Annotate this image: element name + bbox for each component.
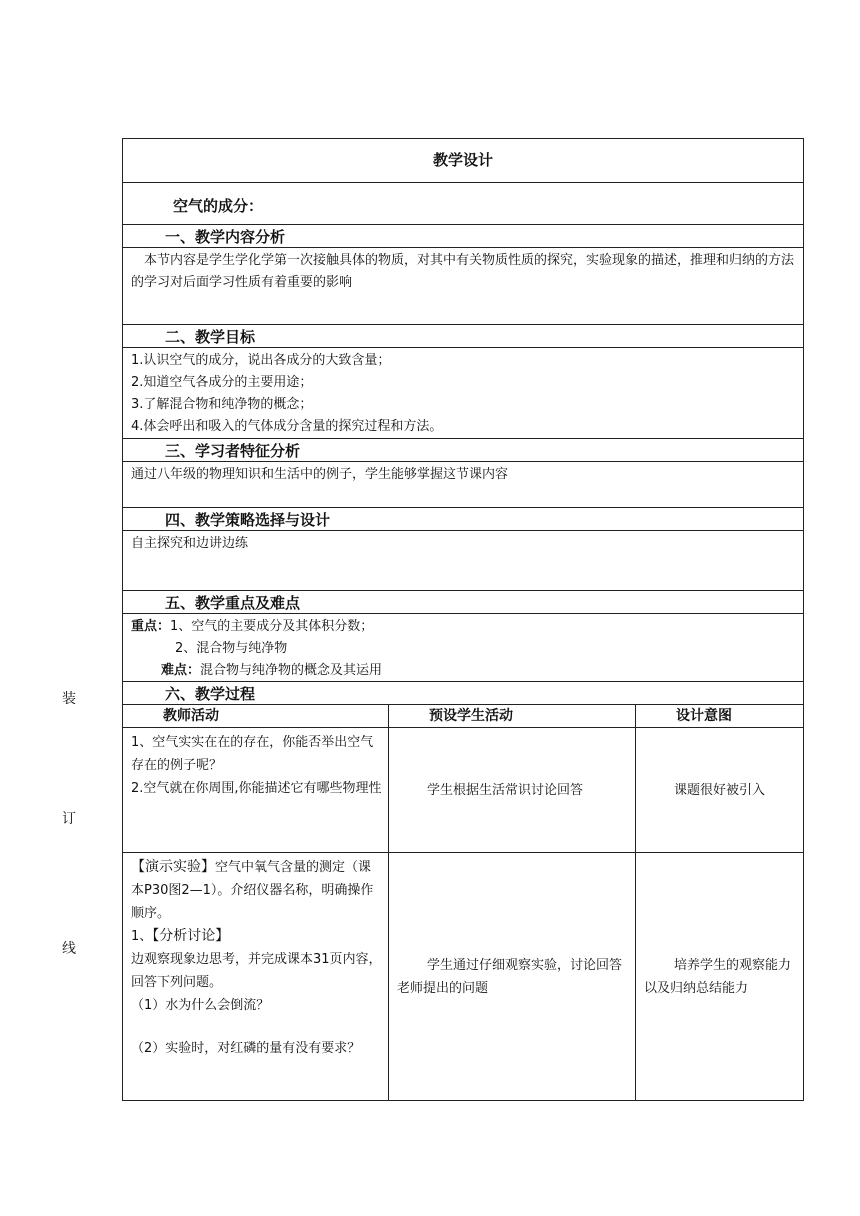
student-activity-cell <box>389 728 636 852</box>
column-header-student: 预设学生活动 <box>389 705 636 727</box>
discussion-prefix: 1、 <box>131 929 153 944</box>
goal-item: 2.知道空气各成分的主要用途； <box>131 375 313 390</box>
content-analysis-text <box>123 247 803 324</box>
difficulty-line <box>131 660 797 682</box>
content-analysis-paragraph: 本节内容是学生学化学第一次接触具体的物质，对其中有关物质性质的探究，实验现象的描述，推理和归纳的方法的学习对后面学习性质有着重要的影响 <box>131 253 795 290</box>
student-activity-text: 学生通过仔细观察实验，讨论回答老师提出的问题 <box>397 957 623 996</box>
teacher-activity-cell <box>123 728 389 852</box>
binding-mark-zhuang: 装 <box>62 691 76 707</box>
section-heading-key-points: 五、教学重点及难点 <box>123 590 803 613</box>
design-intent-text: 课题很好被引入 <box>674 782 766 798</box>
focus-line-2 <box>131 638 797 660</box>
binding-mark-ding: 订 <box>62 811 76 827</box>
design-intent-cell <box>636 728 803 852</box>
column-header-intent: 设计意图 <box>676 708 732 724</box>
discussion-question-1: （1）水为什么会倒流？ <box>131 998 270 1013</box>
demo-experiment-block <box>131 856 382 925</box>
section-heading-learner: 三、学习者特征分析 <box>123 438 803 461</box>
goal-item: 4.体会呼出和吸入的气体成分含量的探究过程和方法。 <box>131 419 443 434</box>
design-title: 教学设计 <box>432 151 493 169</box>
student-activity-text: 学生根据生活常识讨论回答 <box>427 782 584 798</box>
discussion-label: 【分析讨论】 <box>152 928 230 944</box>
lesson-topic: 空气的成分： <box>123 182 803 224</box>
goal-item: 3.了解混合物和纯净物的概念； <box>131 397 313 412</box>
section-heading-strategy: 四、教学策略选择与设计 <box>123 507 803 530</box>
teacher-activity-cell <box>123 853 389 1100</box>
teacher-question-2: 2.空气就在你周围,你能描述它有哪些物理性 <box>131 781 382 796</box>
difficulty-label: 难点： <box>161 663 201 678</box>
section-heading-process: 六、教学过程 <box>123 681 803 704</box>
learner-analysis-text: 通过八年级的物理知识和生活中的例子，学生能够掌握这节课内容 <box>123 461 803 507</box>
demo-experiment-label: 【演示实验】 <box>131 859 215 875</box>
design-intent-cell <box>636 853 803 1100</box>
focus-item-1: 1、空气的主要成分及其体积分数； <box>170 619 374 634</box>
key-points-block <box>123 613 803 681</box>
process-row-1 <box>123 727 803 852</box>
design-intent-text: 培养学生的观察能力以及归纳总结能力 <box>644 957 792 996</box>
difficulty-text: 混合物与纯净物的概念及其运用 <box>200 663 383 678</box>
column-header-teacher: 教师活动 <box>123 705 389 727</box>
discussion-question-2: （2）实验时，对红磷的量有没有要求？ <box>131 1041 361 1056</box>
process-table-header <box>123 704 803 727</box>
teacher-question-1: 1、空气实实在在的存在，你能否举出空气存在的例子呢？ <box>131 735 374 773</box>
demo-experiment-text: 空气中氧气含量的测定（课本P30图2—1）。介绍仪器名称，明确操作顺序。 <box>131 860 374 921</box>
strategy-text: 自主探究和边讲边练 <box>123 530 803 590</box>
analysis-discussion-block <box>131 925 382 948</box>
section-heading-content: 一、教学内容分析 <box>123 224 803 247</box>
binding-mark-xian: 线 <box>62 941 76 957</box>
goal-item: 1.认识空气的成分，说出各成分的大致含量； <box>131 353 391 368</box>
process-row-2 <box>123 852 803 1100</box>
focus-item-2: 2、混合物与纯净物 <box>175 641 288 656</box>
focus-label: 重点： <box>131 619 171 634</box>
focus-line-1 <box>131 616 797 638</box>
goals-list <box>123 347 803 438</box>
spacer <box>131 1017 382 1037</box>
student-activity-cell <box>389 853 636 1100</box>
discussion-text: 边观察现象边思考，并完成课本31页内容，回答下列问题。 <box>131 952 382 990</box>
lesson-design-table <box>122 138 804 1101</box>
section-heading-goals: 二、教学目标 <box>123 324 803 347</box>
